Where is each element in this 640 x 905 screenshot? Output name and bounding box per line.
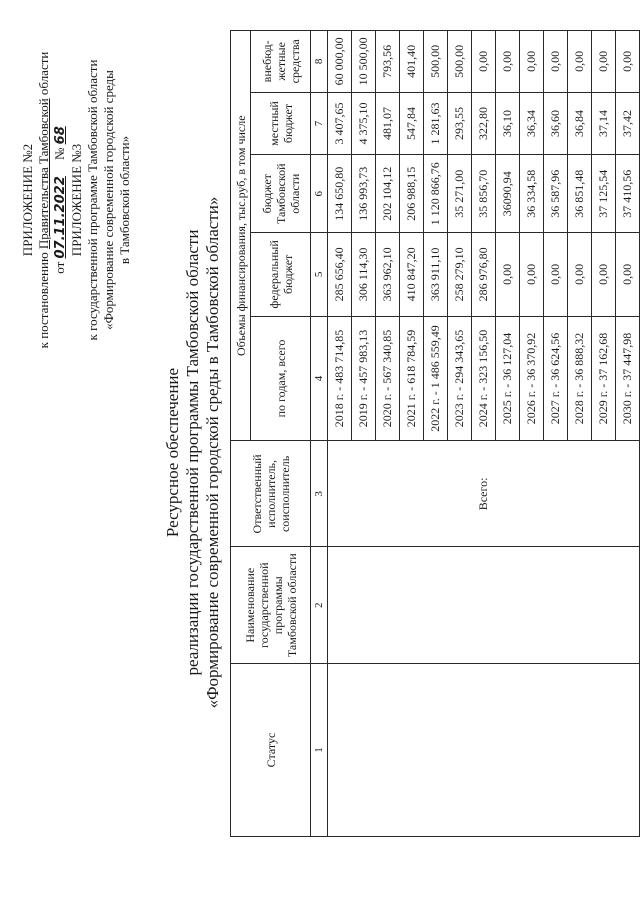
header-federal-budget: федеральный бюджет xyxy=(251,233,311,316)
handwritten-number: 68 xyxy=(53,126,68,145)
decree-date-number: от 07.11.2022 № 68 xyxy=(52,126,68,274)
appendix-3-label: ПРИЛОЖЕНИЕ №3 xyxy=(69,143,84,257)
table-row: 2020 г. - 567 340,85 363 962,10 202 104,12 481,07 793,56 xyxy=(376,31,400,837)
header-status: Статус xyxy=(231,664,311,837)
header-regional-budget: бюджет Тамбовской области xyxy=(251,155,311,233)
table-row: Всего: 2018 г. - 483 714,85 285 656,40 134 650,80 3 407,65 60 000,00 xyxy=(328,31,352,837)
table-row: 2021 г. - 618 784,59 410 847,20 206 988,15 547,84 401,40 xyxy=(400,31,424,837)
document-title xyxy=(163,0,223,905)
program-reference: к государственной программе Тамбовской области xyxy=(85,59,100,341)
header-financing-volumes: Объемы финансирования, тыс.руб, в том числе xyxy=(231,31,251,441)
financing-table xyxy=(230,30,640,837)
table-row: 2023 г. - 294 343,65 258 279,10 35 271,00 293,55 500,00 xyxy=(448,31,472,837)
title-line-2: реализации государственной программы Тамбовской области xyxy=(183,229,202,676)
program-name-line2: в Тамбовской области» xyxy=(117,135,132,265)
document-header xyxy=(20,40,133,360)
total-label-cell: Всего: xyxy=(328,441,640,547)
table-row: 2025 г. - 36 127,04 0,00 36090,94 36,10 0,00 xyxy=(496,31,520,837)
program-name-line1: «Формирование современной городской среды xyxy=(101,70,116,330)
title-line-3: «Формирование современной городской среды в Тамбовской области» xyxy=(203,196,222,709)
appendix-2-label: ПРИЛОЖЕНИЕ №2 xyxy=(20,143,35,257)
header-total-by-year: по годам, всего xyxy=(251,316,311,441)
handwritten-date: 07.11.2022 xyxy=(53,176,68,259)
table-row: 2022 г. - 1 486 559,49 363 911,10 1 120 866,76 1 281,63 500,00 xyxy=(424,31,448,837)
header-program-name: Наименование государственной программы Тамбовской области xyxy=(231,547,311,664)
table-row: 2030 г. - 37 447,98 0,00 37 410,56 37,42 0,00 xyxy=(616,31,640,837)
table-row: 2027 г. - 36 624,56 0,00 36 587,96 36,60 0,00 xyxy=(544,31,568,837)
table-row: 2026 г. - 36 370,92 0,00 36 334,58 36,34 0,00 xyxy=(520,31,544,837)
table-row: 2019 г. - 457 983,13 306 114,30 136 993,73 4 375,10 10 500,00 xyxy=(352,31,376,837)
title-line-1: Ресурсное обеспечение xyxy=(163,367,182,538)
table-row: 2024 г. - 323 156,50 286 976,80 35 856,70 322,80 0,00 xyxy=(472,31,496,837)
column-number-row: 1 2 3 4 5 6 7 8 xyxy=(311,31,328,837)
table-row: 2028 г. - 36 888,32 0,00 36 851,48 36,84 0,00 xyxy=(568,31,592,837)
decree-reference: к постановлению Правительства Тамбовской области xyxy=(36,51,51,349)
header-local-budget: местный бюджет xyxy=(251,92,311,155)
status-cell xyxy=(328,664,640,837)
table-row: 2029 г. - 37 162,68 0,00 37 125,54 37,14 0,00 xyxy=(592,31,616,837)
program-name-cell xyxy=(328,547,640,664)
header-extrabudgetary: внебюд-жетные средства xyxy=(251,31,311,93)
header-responsible: Ответственный исполнитель, соисполнитель xyxy=(231,441,311,547)
